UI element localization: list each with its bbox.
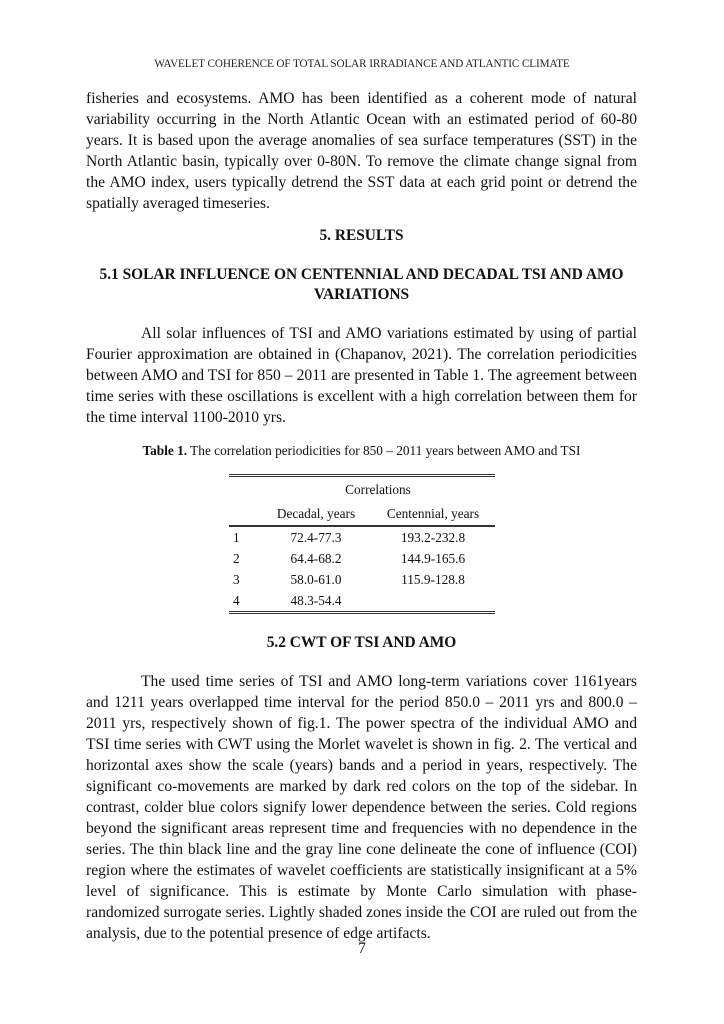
table-caption xyxy=(86,442,637,460)
section-5-1-paragraph xyxy=(86,323,637,428)
row-index: 4 xyxy=(233,593,240,608)
table-caption-text: The correlation periodicities for 850 – 2011 years between AMO and TSI xyxy=(187,443,581,458)
table-group-header-spacer xyxy=(229,476,261,504)
intro-paragraph xyxy=(86,88,637,214)
row-index: 2 xyxy=(233,551,240,566)
cell-decadal: 48.3-54.4 xyxy=(290,593,342,608)
row-index: 1 xyxy=(233,530,240,545)
section-5-1-paragraph-text: All solar influences of TSI and AMO variations estimated by using of partial Fourier approximation are obtained in (Chapanov, 2021). The correlation periodicities between AMO and TSI for 850 – 2011 are presented in Table 1. The agreement between time series with these oscillations is excellent with a high correlation between them for the time interval 1100-2010 yrs. xyxy=(86,325,637,426)
section-5-2-paragraph xyxy=(86,671,637,944)
section-5-2-paragraph-text: The used time series of TSI and AMO long-term variations cover 1161years and 1211 years overlapped time interval for the period 850.0 – 2011 yrs and 800.0 – 2011 yrs, respectively shown of fig.1. The power spectra of the individual AMO and TSI time series with CWT using the Morlet wavelet is shown in fig. 2. The vertical and horizontal axes show the scale (years) bands and a period in years, respectively. The significant co-movements are marked by dark red colors on the top of the sidebar. In contrast, colder blue colors signify lower dependence between the series. Cold regions beyond the significant areas represent time and frequencies with no dependence in the series. The thin black line and the gray line cone delineate the cone of influence (COI) region where the estimates of wavelet coefficients are statistically insignificant at a 5% level of significance. This is estimate by Monte Carlo simulation with phase-randomized surrogate series. Lightly shaded zones inside the COI are ruled out from the analysis, due to the potential presence of edge artifacts. xyxy=(86,673,637,942)
table-caption-label: Table 1. xyxy=(142,443,188,458)
table-row xyxy=(229,590,495,613)
cell-centennial: 115.9-128.8 xyxy=(401,572,465,587)
table-1 xyxy=(229,474,495,614)
cell-decadal: 72.4-77.3 xyxy=(290,530,342,545)
correlation-table xyxy=(229,474,495,614)
section-heading-5-2: 5.2 CWT OF TSI AND AMO xyxy=(266,634,457,651)
table-header-row xyxy=(229,503,495,526)
column-header-decadal: Decadal, years xyxy=(261,503,371,526)
table-row xyxy=(229,548,495,569)
section-heading-results: 5. RESULTS xyxy=(319,227,404,244)
table-row xyxy=(229,569,495,590)
table-group-header-row xyxy=(229,476,495,504)
section-heading-5-1: 5.1 SOLAR INFLUENCE ON CENTENNIAL AND DECADAL TSI AND AMO VARIATIONS xyxy=(99,266,624,303)
cell-decadal: 64.4-68.2 xyxy=(290,551,342,566)
column-header-centennial: Centennial, years xyxy=(371,503,495,526)
row-index: 3 xyxy=(233,572,240,587)
cell-decadal: 58.0-61.0 xyxy=(290,572,342,587)
table-row xyxy=(229,526,495,548)
cell-centennial xyxy=(371,590,495,613)
column-header-index xyxy=(229,503,261,526)
table-group-header: Correlations xyxy=(345,482,411,497)
cell-centennial: 193.2-232.8 xyxy=(400,530,466,545)
intro-paragraph-text: fisheries and ecosystems. AMO has been identified as a coherent mode of natural variability occurring in the North Atlantic Ocean with an estimated period of 60-80 years. It is based upon the average anomalies of sea surface temperatures (SST) in the North Atlantic basin, typically over 0-80N. To remove the climate change signal from the AMO index, users typically detrend the SST data at each grid point or detrend the spatially averaged timeseries. xyxy=(86,90,637,212)
page-number: 7 xyxy=(358,940,366,957)
cell-centennial: 144.9-165.6 xyxy=(400,551,466,566)
running-header: WAVELET COHERENCE OF TOTAL SOLAR IRRADIANCE AND ATLANTIC CLIMATE xyxy=(154,58,570,70)
